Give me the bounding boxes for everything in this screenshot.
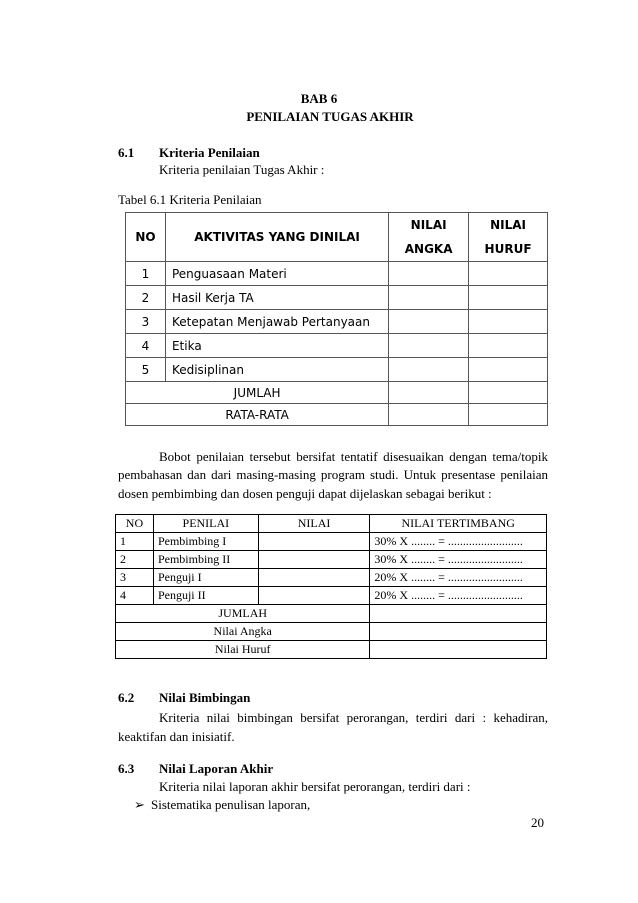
row-nilai (258, 587, 370, 605)
jumlah-nilai-huruf (469, 382, 548, 404)
paragraph-line-3: dosen pembimbing dan dosen penguji dapat dijelaskan sebagai berikut : (118, 486, 492, 501)
nilai-huruf-row (116, 641, 547, 659)
section-text-line-1: Kriteria nilai bimbingan bersifat perorangan, terdiri dari : kehadiran, (159, 710, 548, 725)
jumlah-label: JUMLAH (126, 382, 389, 404)
row-activity: Hasil Kerja TA (165, 286, 388, 310)
row-nilai (258, 533, 370, 551)
header-nilai-angka-line1: NILAI (410, 218, 447, 232)
section-number: 6.2 (118, 690, 135, 705)
bullet-arrow-icon: ➢ (134, 797, 145, 812)
row-no: 2 (126, 286, 166, 310)
nilai-angka-value (370, 623, 547, 641)
row-nilai (258, 551, 370, 569)
table-row (116, 587, 547, 605)
row-tertimbang: 20% X ........ = ......................... (370, 587, 547, 605)
row-nilai-angka (389, 286, 469, 310)
header-no: NO (126, 213, 166, 262)
header-penilai: PENILAI (153, 515, 258, 533)
row-nilai-angka (389, 310, 469, 334)
row-tertimbang: 20% X ........ = ......................... (370, 569, 547, 587)
table-row (126, 334, 548, 358)
row-no: 5 (126, 358, 166, 382)
paragraph-line-1: Bobot penilaian tersebut bersifat tentatif disesuaikan dengan tema/topik (159, 449, 548, 464)
header-nilai-huruf-line2: HURUF (484, 242, 532, 256)
header-activity: AKTIVITAS YANG DINILAI (165, 213, 388, 262)
row-nilai (258, 569, 370, 587)
jumlah-row (116, 605, 547, 623)
row-nilai-huruf (469, 334, 548, 358)
row-activity: Etika (165, 334, 388, 358)
rata-label: RATA-RATA (126, 404, 389, 426)
rata-row (126, 404, 548, 426)
row-no: 2 (116, 551, 154, 569)
table-row (126, 286, 548, 310)
row-nilai-angka (389, 334, 469, 358)
table-row (126, 310, 548, 334)
jumlah-label: JUMLAH (116, 605, 370, 623)
row-no: 3 (116, 569, 154, 587)
row-no: 3 (126, 310, 166, 334)
table-row (126, 262, 548, 286)
header-tertimbang: NILAI TERTIMBANG (370, 515, 547, 533)
table-row (116, 533, 547, 551)
chapter-label: BAB 6 (300, 91, 338, 106)
header-nilai: NILAI (258, 515, 370, 533)
table-header-row (126, 213, 548, 262)
jumlah-value (370, 605, 547, 623)
section-text: Kriteria penilaian Tugas Akhir : (159, 162, 325, 177)
row-tertimbang: 30% X ........ = ......................... (370, 551, 547, 569)
jumlah-row (126, 382, 548, 404)
header-nilai-huruf (469, 213, 548, 262)
row-no: 1 (116, 533, 154, 551)
rata-nilai-huruf (469, 404, 548, 426)
weighted-score-table (115, 514, 547, 659)
section-heading: Kriteria Penilaian (159, 145, 260, 160)
table-row (116, 551, 547, 569)
section-number: 6.3 (118, 761, 135, 776)
header-no: NO (116, 515, 154, 533)
row-no: 4 (126, 334, 166, 358)
section-text-line-2: keaktifan dan inisiatif. (118, 729, 235, 744)
table-caption: Tabel 6.1 Kriteria Penilaian (118, 192, 262, 207)
section-number: 6.1 (118, 145, 135, 160)
row-penilai: Pembimbing I (153, 533, 258, 551)
criteria-table (125, 212, 548, 426)
row-tertimbang: 30% X ........ = ......................... (370, 533, 547, 551)
header-nilai-huruf-line1: NILAI (490, 218, 526, 232)
rata-nilai-angka (389, 404, 469, 426)
section-heading: Nilai Laporan Akhir (159, 761, 274, 776)
row-penilai: Pembimbing II (153, 551, 258, 569)
nilai-huruf-value (370, 641, 547, 659)
page-number: 20 (531, 815, 544, 830)
row-penilai: Penguji II (153, 587, 258, 605)
row-nilai-huruf (469, 262, 548, 286)
chapter-title: PENILAIAN TUGAS AKHIR (246, 109, 414, 124)
header-nilai-angka (389, 213, 469, 262)
row-no: 4 (116, 587, 154, 605)
row-nilai-angka (389, 358, 469, 382)
row-activity: Penguasaan Materi (165, 262, 388, 286)
row-nilai-angka (389, 262, 469, 286)
paragraph-line-2: pembahasan dan dari masing-masing program studi. Untuk presentase penilaian (118, 467, 548, 482)
nilai-angka-row (116, 623, 547, 641)
nilai-huruf-label: Nilai Huruf (116, 641, 370, 659)
jumlah-nilai-angka (389, 382, 469, 404)
row-penilai: Penguji I (153, 569, 258, 587)
bullet-item: Sistematika penulisan laporan, (151, 797, 311, 812)
row-nilai-huruf (469, 310, 548, 334)
table-header-row (116, 515, 547, 533)
header-nilai-angka-line2: ANGKA (404, 242, 453, 256)
row-nilai-huruf (469, 286, 548, 310)
row-nilai-huruf (469, 358, 548, 382)
section-heading: Nilai Bimbingan (159, 690, 251, 705)
table-row (126, 358, 548, 382)
row-no: 1 (126, 262, 166, 286)
nilai-angka-label: Nilai Angka (116, 623, 370, 641)
row-activity: Ketepatan Menjawab Pertanyaan (165, 310, 388, 334)
section-text: Kriteria nilai laporan akhir bersifat perorangan, terdiri dari : (159, 779, 471, 794)
table-row (116, 569, 547, 587)
row-activity: Kedisiplinan (165, 358, 388, 382)
